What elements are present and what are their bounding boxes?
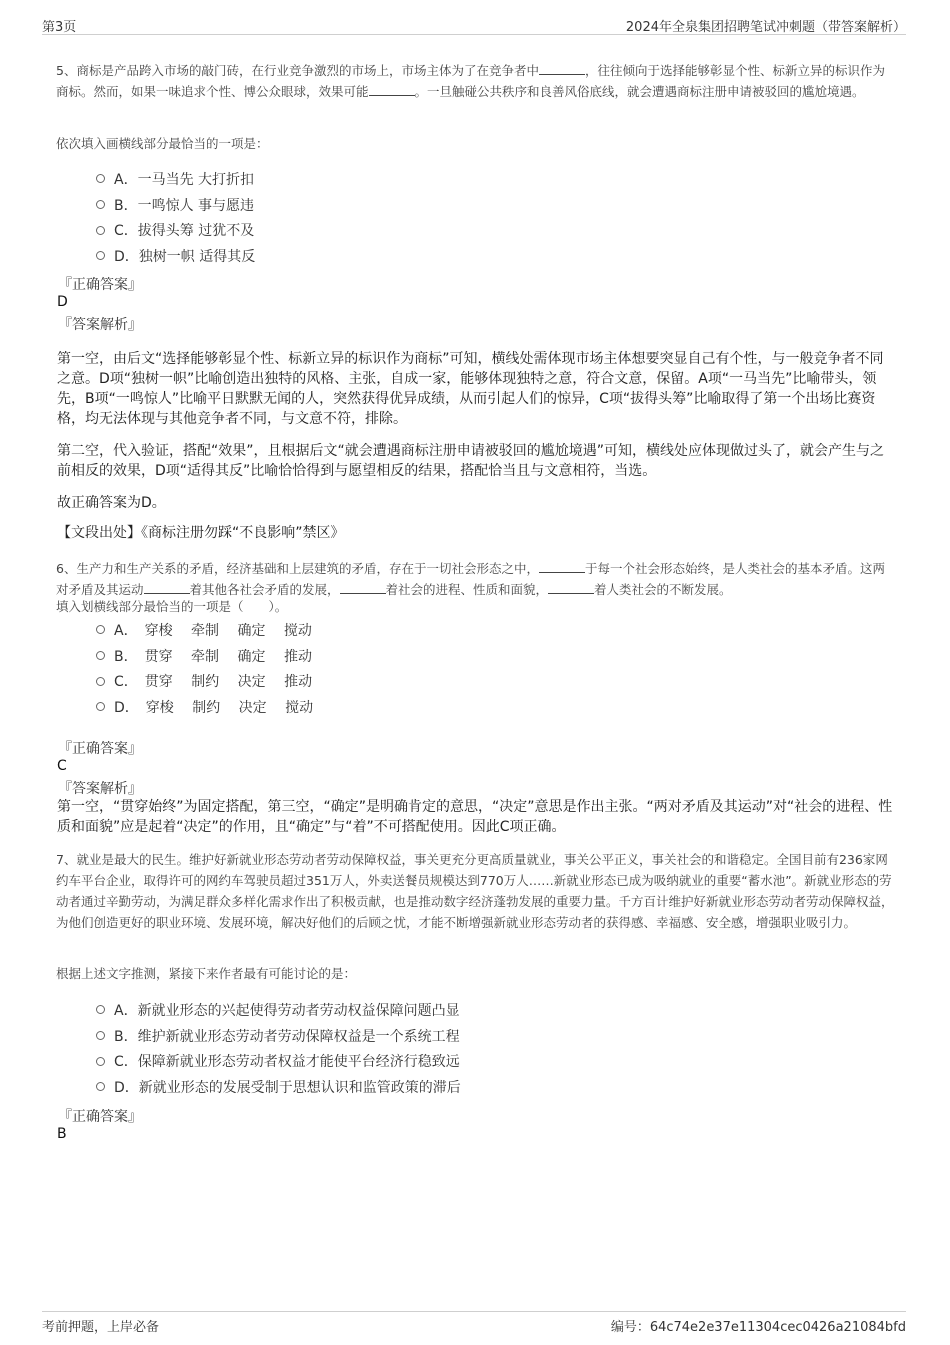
- q6-analysis-label: 『答案解析』: [58, 781, 142, 797]
- radio-button[interactable]: [96, 1082, 105, 1091]
- q5-prompt: 依次填入画横线部分最恰当的一项是：: [56, 136, 269, 151]
- option-label: B．维护新就业形态劳动者劳动保障权益是一个系统工程: [114, 1028, 460, 1045]
- radio-button[interactable]: [96, 1057, 105, 1066]
- q6-option-b[interactable]: [96, 643, 313, 669]
- q7-answer-label: 『正确答案』: [58, 1109, 142, 1125]
- option-label: D．新就业形态的发展受制于思想认识和监管政策的滞后: [114, 1079, 461, 1096]
- q6-stem-part-b: 于每一个社会形态始终，是人类社会的基本矛盾。这两对矛盾及其运动: [56, 561, 885, 597]
- radio-button[interactable]: [96, 226, 105, 235]
- option-label: A．新就业形态的兴起使得劳动者劳动权益保障问题凸显: [114, 1002, 460, 1019]
- analysis-paragraph: 故正确答案为D。: [57, 495, 166, 511]
- document-id: 编号：64c74e2e37e11304cec0426a21084bfd: [610, 1320, 906, 1335]
- q5-option-b[interactable]: [96, 192, 255, 218]
- q6-stem: [56, 558, 894, 600]
- q5-answer-label: 『正确答案』: [58, 277, 142, 293]
- page-footer: [42, 1311, 906, 1336]
- document-title: 2024年全泉集团招聘笔试冲刺题（带答案解析）: [625, 20, 906, 35]
- page-header: [42, 14, 906, 35]
- option-label: C．拔得头筹 过犹不及: [114, 223, 255, 240]
- q5-answer: D: [57, 294, 68, 310]
- option-label: A． 穿梭 牵制 确定 搅动: [114, 622, 312, 639]
- radio-button[interactable]: [96, 651, 105, 660]
- q5-options: [96, 166, 255, 269]
- option-label: C． 贯穿 制约 决定 推动: [114, 674, 313, 691]
- q5-source: 【文段出处】《商标注册勿踩“不良影响”禁区》: [57, 525, 345, 541]
- q6-prompt: 填入划横线部分最恰当的一项是（ ）。: [56, 599, 288, 614]
- q6-option-d[interactable]: [96, 694, 313, 720]
- option-label: B．一鸣惊人 事与愿违: [114, 197, 255, 214]
- option-label: A．一马当先 大打折扣: [114, 171, 255, 188]
- q6-analysis: 第一空，“贯穿始终”为固定搭配，第三空，“确定”是明确肯定的意思，“决定”意思是作出主张。“两对矛盾及其运动”对“社会的进程、性质和面貌”应是起着“决定”的作用，且“确定”与“着”不可搭配使用。因此C项正确。: [57, 799, 893, 835]
- radio-button[interactable]: [96, 251, 105, 260]
- option-label: C．保障新就业形态劳动者权益才能使平台经济行稳致远: [114, 1054, 460, 1071]
- q6-stem-part-c: 着其他各社会矛盾的发展，: [189, 582, 340, 597]
- blank-line: [539, 558, 585, 573]
- radio-button[interactable]: [96, 625, 105, 634]
- option-label: D．独树一帜 适得其反: [114, 248, 256, 265]
- q6-answer: C: [57, 758, 67, 774]
- option-label: D． 穿梭 制约 决定 搅动: [114, 699, 314, 716]
- q5-analysis: [57, 349, 895, 525]
- blank-line: [144, 579, 190, 594]
- q6-stem-part-e: 着人类社会的不断发展。: [594, 582, 732, 597]
- q7-option-a[interactable]: [96, 997, 461, 1023]
- radio-button[interactable]: [96, 200, 105, 209]
- q7-option-d[interactable]: [96, 1074, 461, 1100]
- q5-option-d[interactable]: [96, 243, 255, 269]
- radio-button[interactable]: [96, 677, 105, 686]
- radio-button[interactable]: [96, 1031, 105, 1040]
- blank-line: [340, 579, 386, 594]
- q6-options: [96, 617, 313, 720]
- q5-stem-part-a: 5、商标是产品跨入市场的敲门砖，在行业竞争激烈的市场上，市场主体为了在竞争者中: [56, 63, 539, 78]
- blank-line: [539, 60, 585, 75]
- q5-analysis-label: 『答案解析』: [58, 317, 142, 333]
- blank-line: [369, 81, 415, 96]
- radio-button[interactable]: [96, 702, 105, 711]
- q5-stem-part-b: ，往往倾向于选择能够彰显个性、标新立异的标识作为商标。然而，如果一味追求个性、博公众眼球，效果可能: [56, 63, 885, 99]
- footer-slogan: 考前押题，上岸必备: [42, 1320, 160, 1335]
- q7-stem: 7、就业是最大的民生。维护好新就业形态劳动者劳动保障权益，事关更充分更高质量就业，事关公平正义，事关社会的和谐稳定。全国目前有236家网约车平台企业，取得许可的网约车驾驶员超过351万人，外卖送餐员规模达到770万人……新就业形态已成为吸纳就业的重要“蓄水池”。新就业形态的劳动者通过辛勤劳动，为满足群众多样化需求作出了积极贡献，也是推动数字经济蓬勃发展的重要力量。千方百计维护好新就业形态劳动者劳动保障权益，为他们创造更好的职业环境、发展环境，解决好他们的后顾之忧，才能不断增强新就业形态劳动者的获得感、幸福感、安全感，增强职业吸引力。: [56, 852, 894, 930]
- analysis-paragraph: 第二空，代入验证，搭配“效果”，且根据后文“就会遭遇商标注册申请被驳回的尴尬境遇”可知，横线处应体现做过头了，就会产生与之前相反的效果，D项“适得其反”比喻恰恰得到与愿望相反的结果，搭配恰当且与文意相符，当选。: [57, 443, 885, 479]
- q7-answer: B: [57, 1126, 67, 1142]
- q7-option-b[interactable]: [96, 1023, 461, 1049]
- q6-stem-part-a: 6、生产力和生产关系的矛盾，经济基础和上层建筑的矛盾，存在于一切社会形态之中，: [56, 561, 539, 576]
- page-number: 第3页: [42, 20, 77, 35]
- q7-options: [96, 997, 461, 1100]
- option-label: B． 贯穿 牵制 确定 推动: [114, 648, 312, 665]
- radio-button[interactable]: [96, 1005, 105, 1014]
- radio-button[interactable]: [96, 174, 105, 183]
- q7-prompt: 根据上述文字推测，紧接下来作者最有可能讨论的是：: [56, 966, 357, 981]
- q6-option-c[interactable]: [96, 668, 313, 694]
- q6-answer-label: 『正确答案』: [58, 741, 142, 757]
- q7-option-c[interactable]: [96, 1048, 461, 1074]
- q5-stem: [56, 60, 894, 102]
- analysis-paragraph: 第一空，由后文“选择能够彰显个性、标新立异的标识作为商标”可知，横线处需体现市场主体想要突显自己有个性，与一般竞争者不同之意。D项“独树一帜”比喻创造出独特的风格、主张，自成一家，能够体现独特之意，符合文意，保留。A项“一马当先”比喻带头，领先，B项“一鸣惊人”比喻平日默默无闻的人，突然获得优异成绩，从而引起人们的惊异，C项“拔得头筹”比喻取得了第一个出场比赛资格，均无法体现与其他竞争者不同，与文意不符，排除。: [57, 351, 884, 427]
- q5-option-c[interactable]: [96, 217, 255, 243]
- q6-stem-part-d: 着社会的进程、性质和面貌，: [385, 582, 549, 597]
- q6-option-a[interactable]: [96, 617, 313, 643]
- q5-option-a[interactable]: [96, 166, 255, 192]
- blank-line: [548, 579, 594, 594]
- q5-stem-part-c: 。一旦触碰公共秩序和良善风俗底线，就会遭遇商标注册申请被驳回的尴尬境遇。: [414, 84, 865, 99]
